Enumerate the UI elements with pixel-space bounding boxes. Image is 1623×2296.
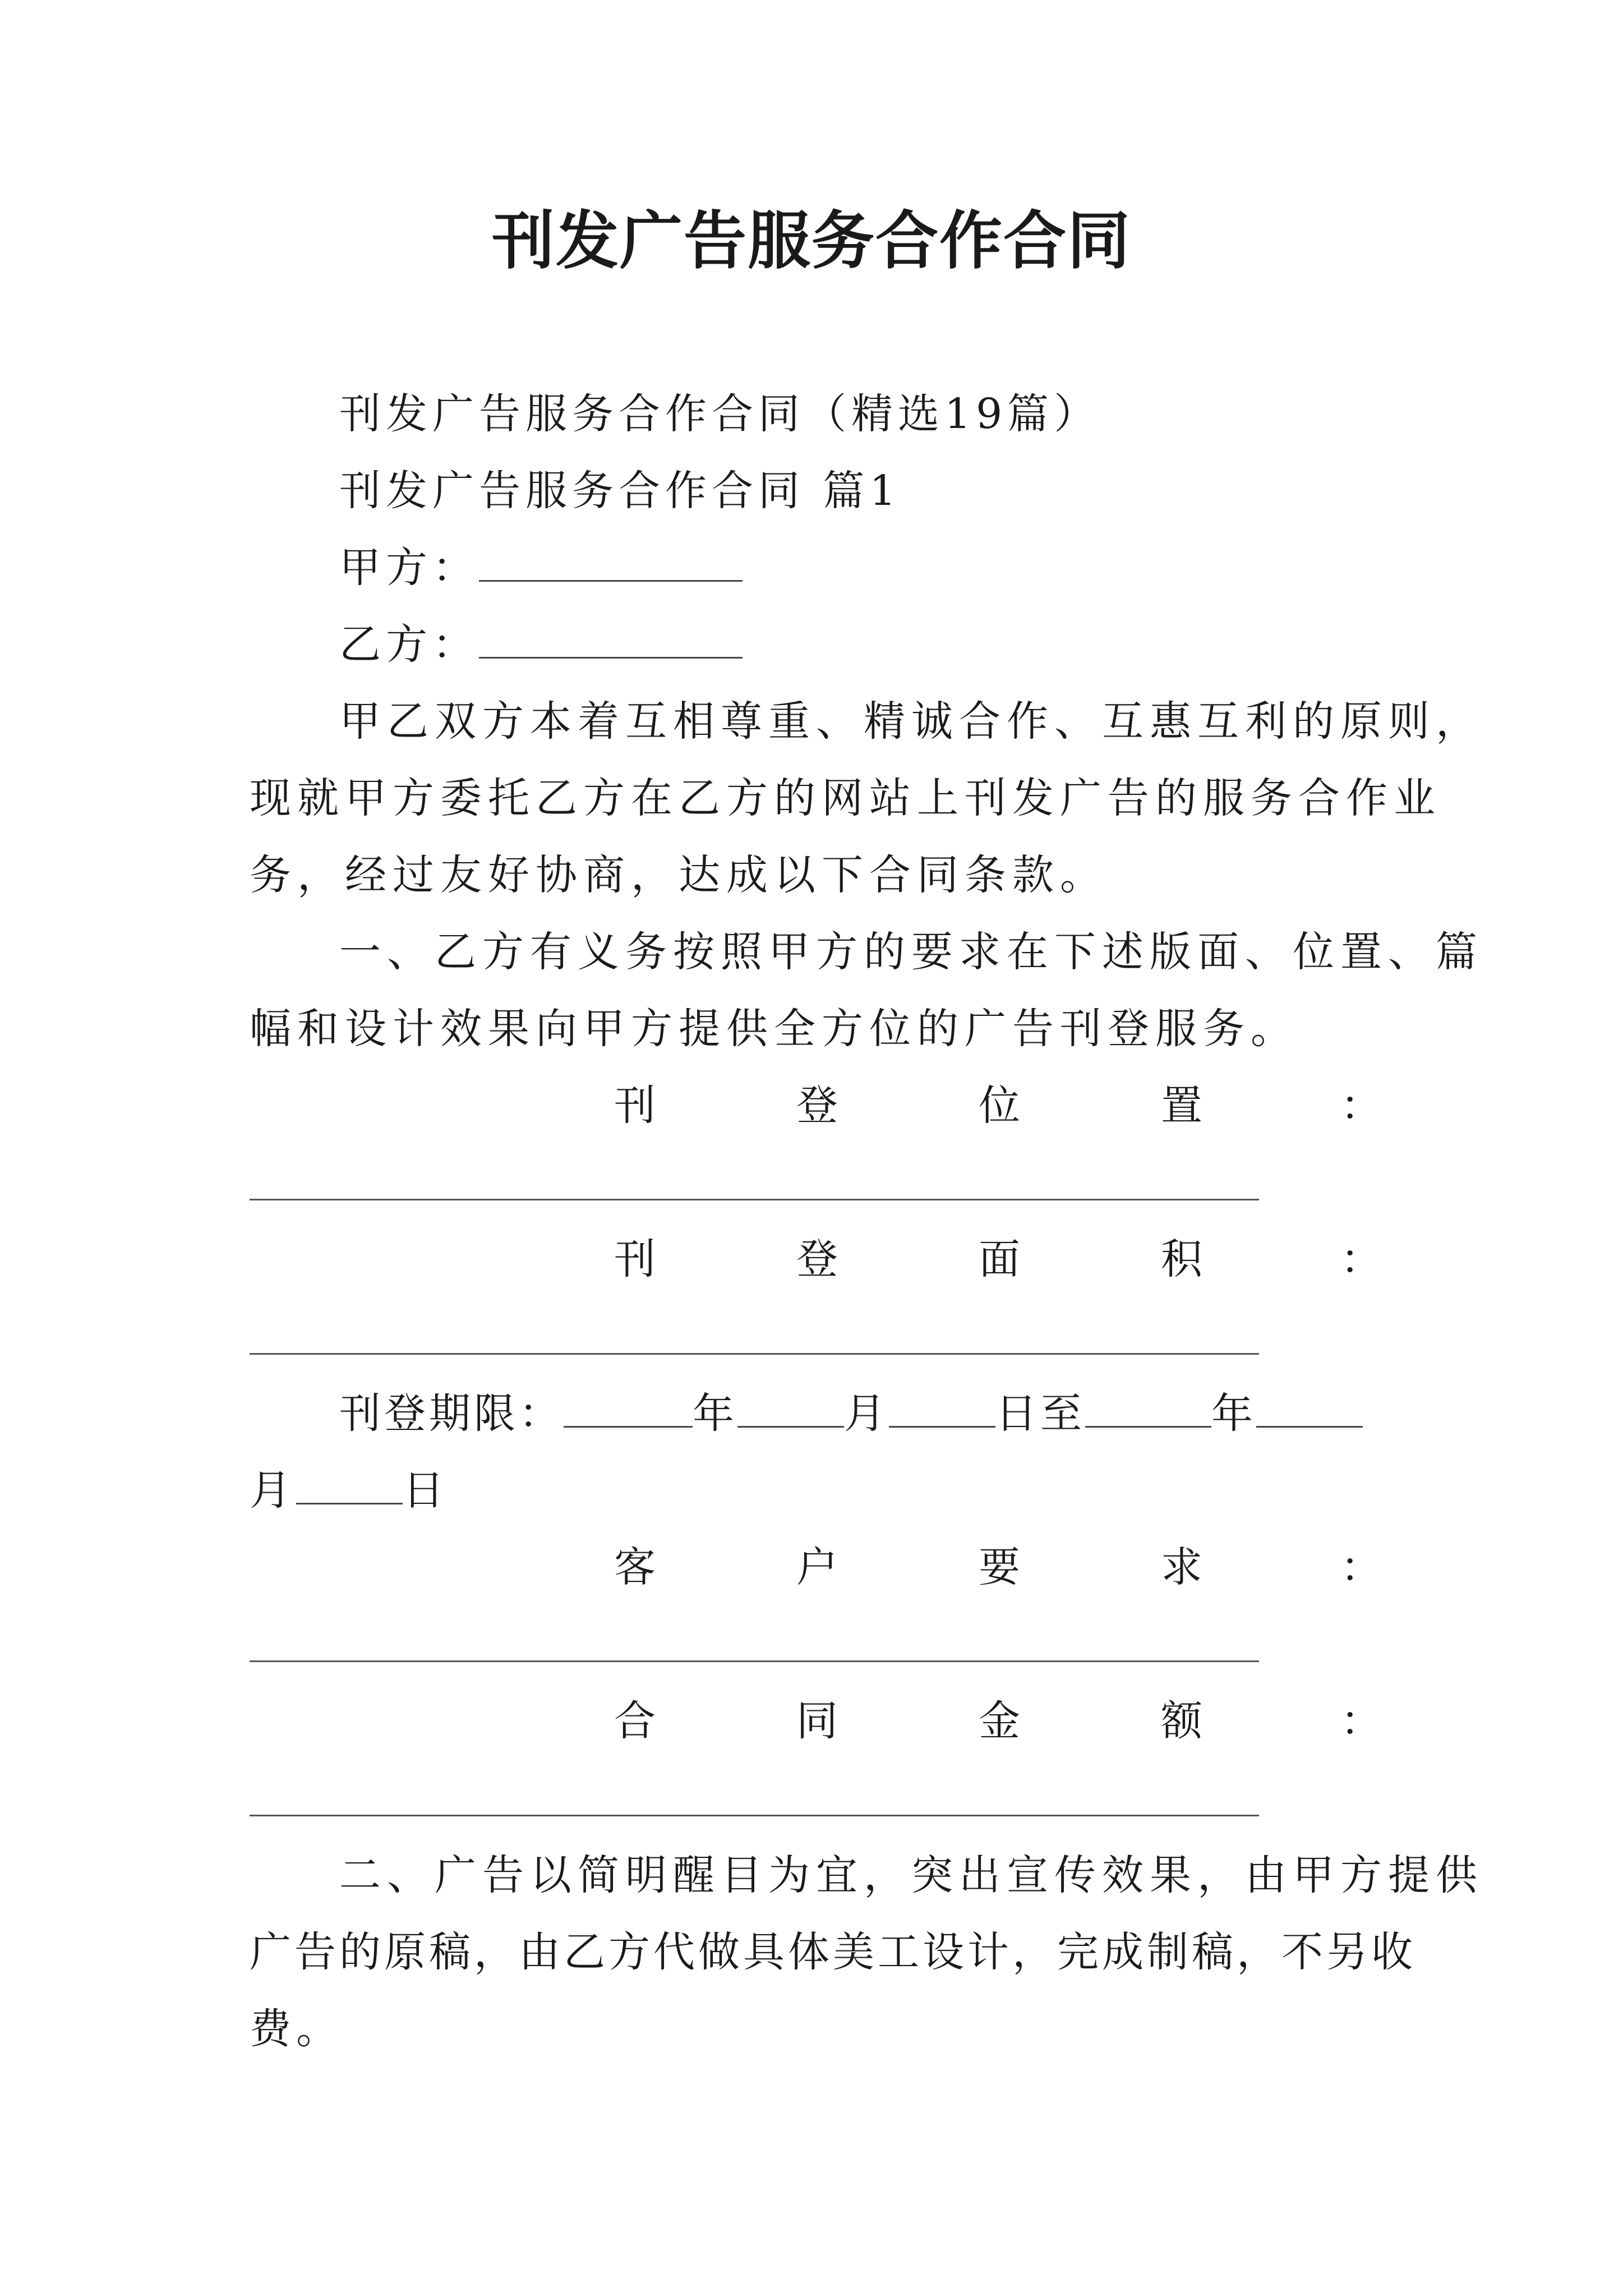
field-customer-char: 要	[979, 1543, 1020, 1591]
field-position-char: 位	[979, 1082, 1020, 1130]
field-area-char: 积	[1161, 1235, 1202, 1283]
period-month-2: 月	[250, 1466, 296, 1515]
field-area-char: 登	[796, 1235, 838, 1283]
clause2-line-2: 广告的原稿，由乙方代做具体美工设计，完成制稿，不另收	[250, 1928, 1416, 1976]
field-position-char: 置	[1161, 1082, 1202, 1130]
field-area	[0, 1231, 1623, 1287]
document-subtitle: 刊发广告服务合作合同（精选19篇）	[339, 390, 1101, 438]
field-customer	[0, 1539, 1623, 1595]
period-start-day-blank	[889, 1391, 995, 1428]
field-position-rule	[250, 1199, 1259, 1200]
party-a-line	[339, 540, 743, 596]
intro-line-2: 现就甲方委托乙方在乙方的网站上刊发广告的服务合作业	[250, 774, 1441, 822]
field-amount-char: 合	[614, 1697, 656, 1745]
clause1-line-2: 幅和设计效果向甲方提供全方位的广告刊登服务。	[250, 1005, 1298, 1053]
party-b-label: 乙方：	[339, 620, 479, 669]
period-end-day-blank	[296, 1468, 403, 1504]
field-amount-char: 金	[979, 1697, 1020, 1745]
clause2-line-1: 二、广告以简明醒目为宜，突出宣传效果，由甲方提供	[339, 1851, 1483, 1899]
clause1-line-1: 一、乙方有义务按照甲方的要求在下述版面、位置、篇	[339, 928, 1483, 976]
field-area-char: ：	[1340, 1235, 1382, 1283]
field-position-char: ：	[1340, 1082, 1382, 1130]
period-end-year-blank	[1085, 1391, 1211, 1428]
period-month: 月	[844, 1389, 889, 1438]
period-label: 刊登期限：	[339, 1389, 564, 1438]
period-year-2: 年	[1211, 1389, 1256, 1438]
period-end-month-trail-blank	[1256, 1391, 1363, 1428]
intro-line-1: 甲乙双方本着互相尊重、精诚合作、互惠互利的原则，	[339, 697, 1483, 746]
field-customer-char: 客	[614, 1543, 656, 1591]
field-amount-char: 同	[796, 1697, 838, 1745]
field-position	[0, 1078, 1623, 1134]
field-amount-char: ：	[1340, 1697, 1382, 1745]
field-amount-char: 额	[1161, 1697, 1202, 1745]
field-amount-rule	[250, 1815, 1259, 1816]
field-customer-char: 求	[1161, 1543, 1202, 1591]
field-customer-char: ：	[1340, 1543, 1382, 1591]
party-a-label: 甲方：	[339, 544, 479, 592]
field-customer-char: 户	[796, 1543, 838, 1591]
period-start-year-blank	[564, 1391, 693, 1428]
document-title: 刊发广告服务合作合同	[492, 204, 1131, 278]
party-b-blank	[479, 622, 743, 659]
period-line-1	[339, 1386, 1363, 1442]
field-area-char: 刊	[614, 1235, 656, 1283]
field-area-char: 面	[979, 1235, 1020, 1283]
field-customer-rule	[250, 1660, 1259, 1662]
period-start-month-blank	[737, 1391, 844, 1428]
period-day-2: 日	[403, 1466, 449, 1515]
period-line-2	[250, 1462, 449, 1519]
period-year: 年	[693, 1389, 737, 1438]
party-b-line	[339, 616, 743, 673]
field-position-char: 刊	[614, 1082, 656, 1130]
party-a-blank	[479, 545, 743, 582]
field-position-char: 登	[796, 1082, 838, 1130]
intro-line-3: 务，经过友好协商，达成以下合同条款。	[250, 851, 1108, 899]
field-amount	[0, 1693, 1623, 1749]
period-day-to: 日至	[995, 1389, 1085, 1438]
clause2-line-3: 费。	[250, 2005, 343, 2053]
part-heading: 刊发广告服务合作合同 篇1	[339, 467, 901, 515]
field-area-rule	[250, 1353, 1259, 1355]
